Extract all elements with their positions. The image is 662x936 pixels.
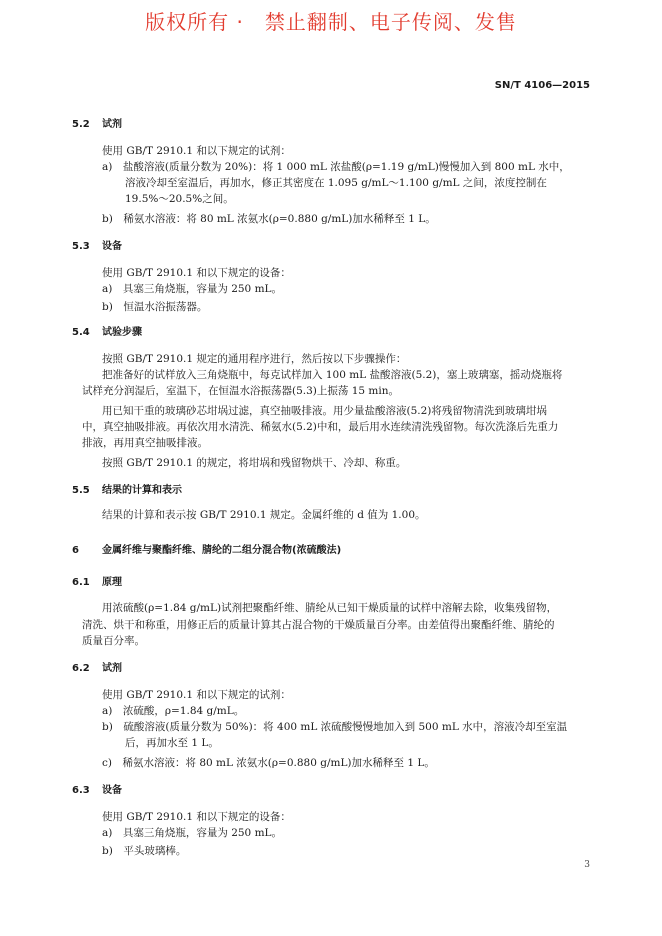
item-5-3-a: a) 具塞三角烧瓶，容量为 250 mL。	[102, 283, 283, 295]
section-title: 试剂	[102, 663, 122, 674]
section-title: 试验步骤	[102, 327, 142, 338]
section-title: 设备	[102, 785, 122, 796]
section-number: 6.3	[72, 785, 90, 796]
section-number: 5.5	[72, 485, 90, 496]
text-6-3-intro: 使用 GB/T 2910.1 和以下规定的设备：	[102, 811, 291, 823]
item-5-2-a-cont-1: 溶液冷却至室温后，再加水，修正其密度在 1.095 g/mL～1.100 g/mL 之间，浓度控制在	[125, 177, 547, 189]
item-6-2-c: c) 稀氨水溶液：将 80 mL 浓氨水(ρ=0.880 g/mL)加水稀释至 1 L。	[102, 757, 435, 769]
heading-6-3	[72, 784, 602, 798]
heading-6-2	[72, 662, 602, 676]
item-5-2-b: b) 稀氨水溶液：将 80 mL 浓氨水(ρ=0.880 g/mL)加水稀释至 1 L。	[102, 213, 436, 225]
item-5-2-a-cont-2: 19.5%～20.5%之间。	[125, 193, 234, 205]
item-6-3-a: a) 具塞三角烧瓶，容量为 250 mL。	[102, 827, 283, 839]
text-5-4-p4: 按照 GB/T 2910.1 的规定，将坩埚和残留物烘干、冷却、称重。	[102, 457, 407, 469]
section-number: 6	[72, 545, 79, 556]
item-5-2-a: a) 盐酸溶液(质量分数为 20%)：将 1 000 mL 浓盐酸(ρ=1.19 g/mL)慢慢加入到 800 mL 水中，	[102, 161, 570, 173]
heading-6	[72, 544, 602, 558]
section-title: 结果的计算和表示	[102, 485, 182, 496]
page-number: 3	[584, 860, 590, 870]
item-5-3-b: b) 恒温水浴振荡器。	[102, 301, 208, 313]
heading-5-3	[72, 240, 602, 254]
item-6-2-b: b) 硫酸溶液(质量分数为 50%)：将 400 mL 浓硫酸慢慢地加入到 500 mL 水中，溶液冷却至室温	[102, 721, 568, 733]
text-5-4-p3: 用已知干重的玻璃砂芯坩埚过滤，真空抽吸排液。用少量盐酸溶液(5.2)将残留物清洗到玻璃坩埚	[102, 405, 547, 417]
text-5-4-p1: 按照 GB/T 2910.1 规定的通用程序进行，然后按以下步骤操作：	[102, 353, 407, 365]
heading-5-4	[72, 326, 602, 340]
heading-6-1	[72, 576, 602, 590]
text-5-2-intro: 使用 GB/T 2910.1 和以下规定的试剂：	[102, 145, 291, 157]
section-number: 5.2	[72, 119, 90, 130]
section-number: 5.4	[72, 327, 90, 338]
text-5-3-intro: 使用 GB/T 2910.1 和以下规定的设备：	[102, 267, 291, 279]
heading-5-5	[72, 484, 602, 498]
standard-code: SN/T 4106—2015	[494, 80, 590, 91]
item-6-3-b: b) 平头玻璃棒。	[102, 845, 187, 857]
section-title: 试剂	[102, 119, 122, 130]
text-5-4-p3-cont-2: 排液，再用真空抽吸排液。	[82, 437, 208, 449]
item-6-2-b-cont: 后，再加水至 1 L。	[125, 737, 219, 749]
section-number: 6.1	[72, 577, 90, 588]
text-6-2-intro: 使用 GB/T 2910.1 和以下规定的试剂：	[102, 689, 291, 701]
item-6-2-a: a) 浓硫酸，ρ=1.84 g/mL。	[102, 705, 245, 717]
section-number: 5.3	[72, 241, 90, 252]
text-6-1-cont-2: 质量百分率。	[82, 635, 145, 647]
section-title: 设备	[102, 241, 122, 252]
text-5-4-p3-cont-1: 中，真空抽吸排液。再依次用水清洗、稀氨水(5.2)中和，最后用水连续清洗残留物。每次洗涤后先重力	[82, 421, 559, 433]
section-title: 金属纤维与聚酯纤维、腈纶的二组分混合物(浓硫酸法)	[102, 545, 342, 556]
copyright-watermark: 版权所有 · 禁止翻制、电子传阅、发售	[145, 10, 517, 34]
text-5-4-p2: 把准备好的试样放入三角烧瓶中，每克试样加入 100 mL 盐酸溶液(5.2)，塞上玻璃塞，摇动烧瓶将	[102, 369, 563, 381]
section-title: 原理	[102, 577, 122, 588]
text-5-4-p2-cont: 试样充分润湿后，室温下，在恒温水浴振荡器(5.3)上振荡 15 min。	[82, 385, 400, 397]
heading-5-2	[72, 118, 602, 132]
text-6-1: 用浓硫酸(ρ=1.84 g/mL)试剂把聚酯纤维、腈纶从已知干燥质量的试样中溶解去除，收集残留物，	[102, 602, 558, 614]
section-number: 6.2	[72, 663, 90, 674]
text-5-5: 结果的计算和表示按 GB/T 2910.1 规定。金属纤维的 d 值为 1.00。	[102, 509, 426, 521]
text-6-1-cont-1: 清洗、烘干和称重，用修正后的质量计算其占混合物的干燥质量百分率。由差值得出聚酯纤维、腈纶的	[82, 619, 555, 631]
